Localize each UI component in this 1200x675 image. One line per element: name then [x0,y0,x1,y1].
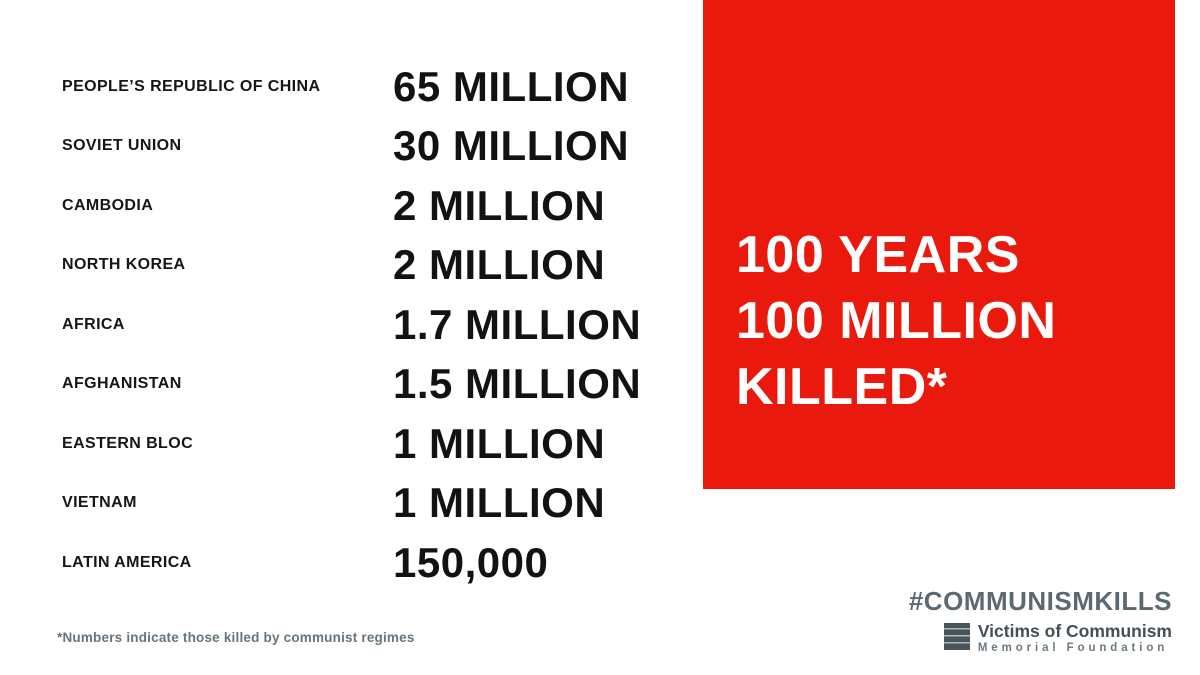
banner-line-years: 100 YEARS [736,226,1020,284]
logo-text [978,622,1172,654]
banner-headline [736,222,1056,420]
banner-line-million: 100 MILLION [736,292,1057,350]
hashtag: #COMMUNISMKILLS [908,586,1172,616]
death-toll-value: 1 MILLION [393,479,606,527]
table-row [62,176,662,236]
region-label: AFGHANISTAN [62,375,182,393]
death-toll-value: 2 MILLION [393,241,606,289]
table-row [62,474,662,534]
death-toll-value: 30 MILLION [393,122,630,170]
region-label: PEOPLE’S REPUBLIC OF CHINA [62,77,321,95]
region-label: VIETNAM [62,494,137,512]
death-toll-value: 1 MILLION [393,419,606,467]
region-label: AFRICA [62,315,125,333]
death-toll-value: 2 MILLION [393,181,606,229]
table-row [62,236,662,296]
table-row [62,414,662,474]
death-toll-value: 1.7 MILLION [393,300,642,348]
org-subtitle: Memorial Foundation [977,642,1169,654]
branding-block [909,586,1172,654]
voc-logo [909,622,1172,654]
flag-icon [944,623,970,650]
region-label: EASTERN BLOC [62,434,194,452]
region-label: NORTH KOREA [62,256,186,274]
table-row [62,533,662,593]
footnote: *Numbers indicate those killed by communist regimes [57,630,415,645]
region-label: LATIN AMERICA [62,553,192,571]
region-label: CAMBODIA [62,196,154,214]
death-toll-value: 1.5 MILLION [393,360,642,408]
org-name: Victims of Communism [977,621,1172,641]
banner-line-killed: KILLED* [736,358,948,416]
table-row [62,57,662,117]
death-toll-value: 150,000 [393,538,549,586]
red-banner [703,0,1175,489]
table-row [62,355,662,415]
table-row [62,295,662,355]
death-toll-value: 65 MILLION [393,62,630,110]
death-toll-list [62,57,662,593]
table-row [62,117,662,177]
region-label: SOVIET UNION [62,137,182,155]
